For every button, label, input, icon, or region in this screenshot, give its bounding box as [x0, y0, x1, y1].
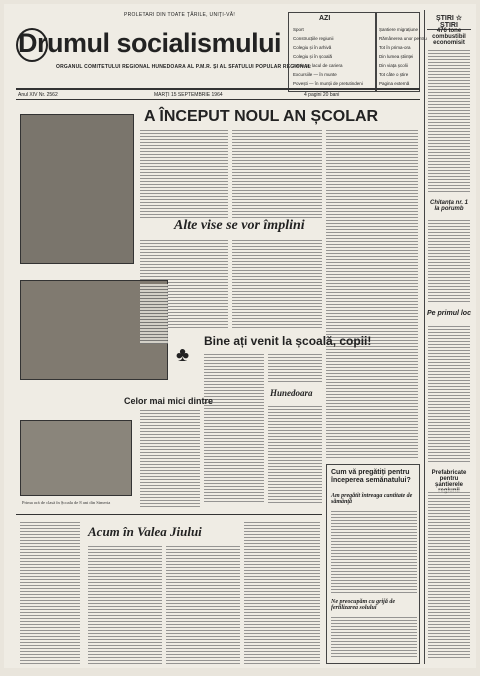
- article-text: [326, 128, 418, 458]
- subhead-alte-vise: Alte vise se vor împlini: [174, 218, 305, 233]
- article-text: [232, 128, 322, 218]
- right-feature-title: Cum vă pregătiți pentru începerea semănatului?: [331, 469, 411, 484]
- article-text: [20, 520, 80, 664]
- right-feature-subtitle-2: Ne preocupăm cu grijă de fertilizarea solului: [331, 599, 395, 611]
- right-feature-subtitle: Am pregătit întreaga cantitate de sămânță: [331, 493, 413, 505]
- clover-icon: ♣: [176, 344, 190, 366]
- article-text: [232, 238, 322, 328]
- stiri-item-title: Pe primul loc: [427, 310, 471, 317]
- contents-box-right: [376, 12, 427, 92]
- main-headline: A ÎNCEPUT NOUL AN ȘCOLAR: [144, 108, 379, 125]
- stiri-text: [428, 324, 470, 464]
- photo-caption: Prima oră de clasă în Școala de 8 ani din Simeria: [22, 500, 111, 505]
- stiri-text: [428, 48, 470, 194]
- article-text: [204, 352, 264, 502]
- article-text: [331, 509, 417, 595]
- subhead-bine-ati-venit: Bine ați venit la școală, copii!: [204, 334, 372, 348]
- classroom-photo: [20, 420, 132, 496]
- article-text: [140, 408, 200, 508]
- newspaper-page: [4, 4, 476, 668]
- contents-box: [288, 12, 376, 92]
- article-text: [268, 404, 322, 504]
- article-text: [140, 128, 228, 218]
- stiri-column: [424, 10, 473, 664]
- organ-line: ORGANUL COMITETULUI REGIONAL HUNEDOARA AL P.M.R. ȘI AL SFATULUI POPULAR REGIONAL: [56, 64, 311, 70]
- section-rule: [16, 514, 322, 515]
- slogan: PROLETARI DIN TOATE ȚĂRILE, UNIȚI-VĂ!: [124, 12, 236, 18]
- subhead-celor-mai-mici: Celor mai mici dintre: [124, 396, 214, 406]
- girl-flowers-photo: [20, 114, 134, 264]
- article-text: [244, 520, 320, 664]
- stiri-item-title: Prefabricate pentru șantierele: [431, 470, 467, 488]
- article-text: [140, 284, 168, 344]
- header-rule: [16, 88, 420, 90]
- contents-item: Șantiere migrațiune: [379, 27, 419, 32]
- contents-item: Povești — în munții de pretutindeni: [293, 81, 363, 86]
- issue-price: 4 pagini 20 bani: [304, 92, 340, 98]
- stiri-item-title: Chitanța nr. 1 la porumb: [429, 200, 468, 212]
- contents-item: Din viața școlii: [379, 63, 408, 68]
- contents-item: Rămânerea unor pentru: [379, 36, 427, 41]
- contents-item: Din lumea științei: [379, 54, 414, 59]
- issue-date: MARȚI 15 SEPTEMBRIE 1964: [154, 92, 223, 98]
- header-rule-2: [16, 99, 420, 100]
- stiri-text: [428, 218, 470, 304]
- stiri-item-title: 476 tone combustibil economisit: [432, 28, 466, 46]
- newspaper-title: Drumul socialismului: [18, 28, 282, 58]
- article-text: [166, 544, 240, 664]
- article-text: [331, 615, 417, 659]
- contents-item: Colegiu și în arhivă: [293, 45, 332, 50]
- contents-item: Colegiu și în școală: [293, 54, 333, 59]
- subhead-valea-jiului: Acum în Valea Jiului: [88, 524, 202, 539]
- contents-item: Excursiile — în munte: [293, 72, 337, 77]
- contents-item: Tot în prima-ora: [379, 45, 411, 50]
- right-feature-box: [326, 464, 420, 664]
- hunedoara-label: Hunedoara: [270, 388, 313, 398]
- contents-item: Tot câte o știre: [379, 72, 409, 77]
- contents-item: Construcțiile regiunii: [293, 36, 334, 41]
- contents-label: AZI: [319, 15, 331, 22]
- article-text: [268, 352, 322, 382]
- contents-item: Pagina externă: [379, 81, 410, 86]
- contents-item: Sanie pe lacul de cariera: [293, 63, 343, 68]
- stiri-header: ȘTIRI ☆ ȘTIRI: [427, 14, 471, 30]
- issue-number: Anul XIV Nr. 2562: [18, 92, 58, 98]
- article-text: [88, 544, 162, 664]
- contents-item: Sport: [293, 27, 304, 32]
- stiri-text: [428, 490, 470, 660]
